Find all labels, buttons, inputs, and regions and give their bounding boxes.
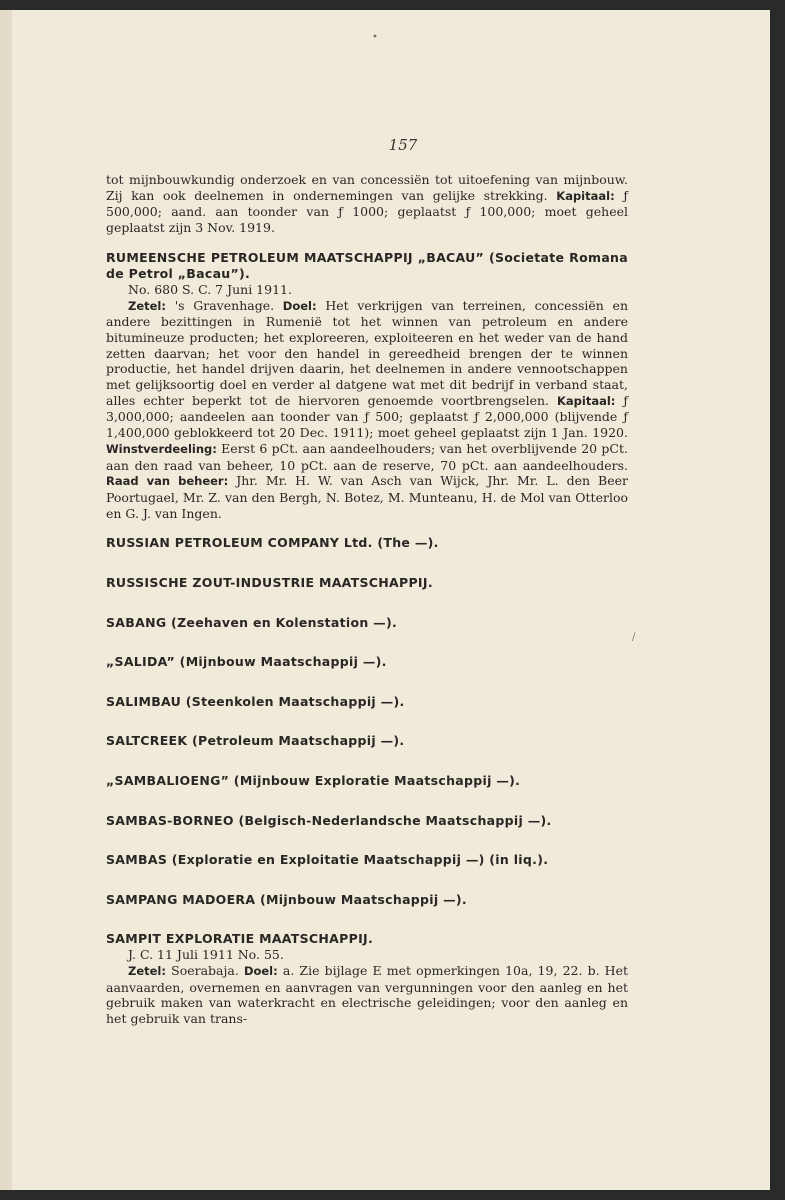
page-content xyxy=(106,172,628,1027)
entry-sampit-body: Zetel: Soerabaja. Doel: a. Zie bijlage E met opmerkingen 10a, 19, 22. b. Het aanvaarden, overnemen en aanvragen van vergunningen voor den aanleg en het gebruik maken van waterkracht en electrische geleidingen; voor den aanleg en het gebruik van trans- xyxy=(106,963,629,1027)
entry-title: RUSSIAN PETROLEUM COMPANY Ltd. (The —). xyxy=(106,535,439,551)
entry-sampit-title: SAMPIT EXPLORATIE MAATSCHAPPIJ. xyxy=(106,931,374,947)
entry-rumeensche-title: RUMEENSCHE PETROLEUM MAATSCHAPPIJ „BACAU” (Societate Romana de Petrol „Bacau”). xyxy=(106,249,628,281)
entry-title: SAMBAS (Exploratie en Exploitatie Maatschappij —) (in liq.). xyxy=(106,852,549,868)
entry-title: SABANG (Zeehaven en Kolenstation —). xyxy=(106,614,398,630)
entry-title: RUSSISCHE ZOUT-INDUSTRIE MAATSCHAPPIJ. xyxy=(106,574,433,590)
entry-title: SALTCREEK (Petroleum Maatschappij —). xyxy=(106,733,405,749)
entry-title: SALIMBAU (Steenkolen Maatschappij —). xyxy=(106,693,405,709)
entry-rumeensche-body: Zetel: 's Gravenhage. Doel: Het verkrijgen van terreinen, concessiën en andere bezittingen in Rumenië tot het winnen van petroleum en andere bitumineuze producten; het exploreeren, exploiteeren en het weder van de hand zetten daarvan; het voor den handel in gereedheid brengen der te winnen productie, het handel drijven daarin, het deelnemen in andere vennootschappen met gelijksoortig doel en verder al datgene wat met dit bedrijf in verband staat, alles echter beperkt tot de hiervoren genoemde voortbrengselen. Kapitaal: ƒ 3,000,000; aandeelen aan toonder van ƒ 500; geplaatst ƒ 2,000,000 (blijvende ƒ 1,400,000 geblokkeerd tot 20 Dec. 1911); moet geheel geplaatst zijn 1 Jan. 1920. Winstverdeeling: Eerst 6 pCt. aan aandeelhouders; van het overblijvende 20 pCt. aan den raad van beheer, 10 pCt. aan de reserve, 70 pCt. aan aandeelhouders. Raad van beheer: Jhr. Mr. H. W. van Asch van Wijck, Jhr. Mr. L. den Beer Poortugael, Mr. Z. van den Bergh, N. Botez, M. Munteanu, H. de Mol van Otterloo en G. J. van Ingen. xyxy=(106,297,628,521)
intro-paragraph: tot mijnbouwkundig onderzoek en van concessiën tot uitoefening van mijnbouw. Zij kan ook deelnemen in ondernemingen van gelijke strekking. Kapitaal: ƒ 500,000; aand. aan toonder van ƒ 1000; geplaatst ƒ 100,000; moet geheel geplaatst zijn 3 Nov. 1919. xyxy=(106,172,628,236)
entry-title: „SAMBALIOENG” (Mijnbouw Exploratie Maatschappij —). xyxy=(106,772,521,788)
entry-sampit-registration: J. C. 11 Juli 1911 No. 55. xyxy=(128,947,284,963)
margin-mark: / xyxy=(632,632,636,643)
margin-speck: • xyxy=(372,32,378,43)
page-number: 157 xyxy=(388,136,418,154)
document-page xyxy=(0,10,770,1190)
entry-title: „SALIDA” (Mijnbouw Maatschappij —). xyxy=(106,654,387,670)
entry-title: SAMBAS-BORNEO (Belgisch-Nederlandsche Maatschappij —). xyxy=(106,812,552,828)
entry-title: SAMPANG MADOERA (Mijnbouw Maatschappij —). xyxy=(106,891,467,907)
kapitaal-label: Kapitaal: xyxy=(556,188,615,203)
entry-rumeensche-registration: No. 680 S. C. 7 Juni 1911. xyxy=(128,281,292,297)
